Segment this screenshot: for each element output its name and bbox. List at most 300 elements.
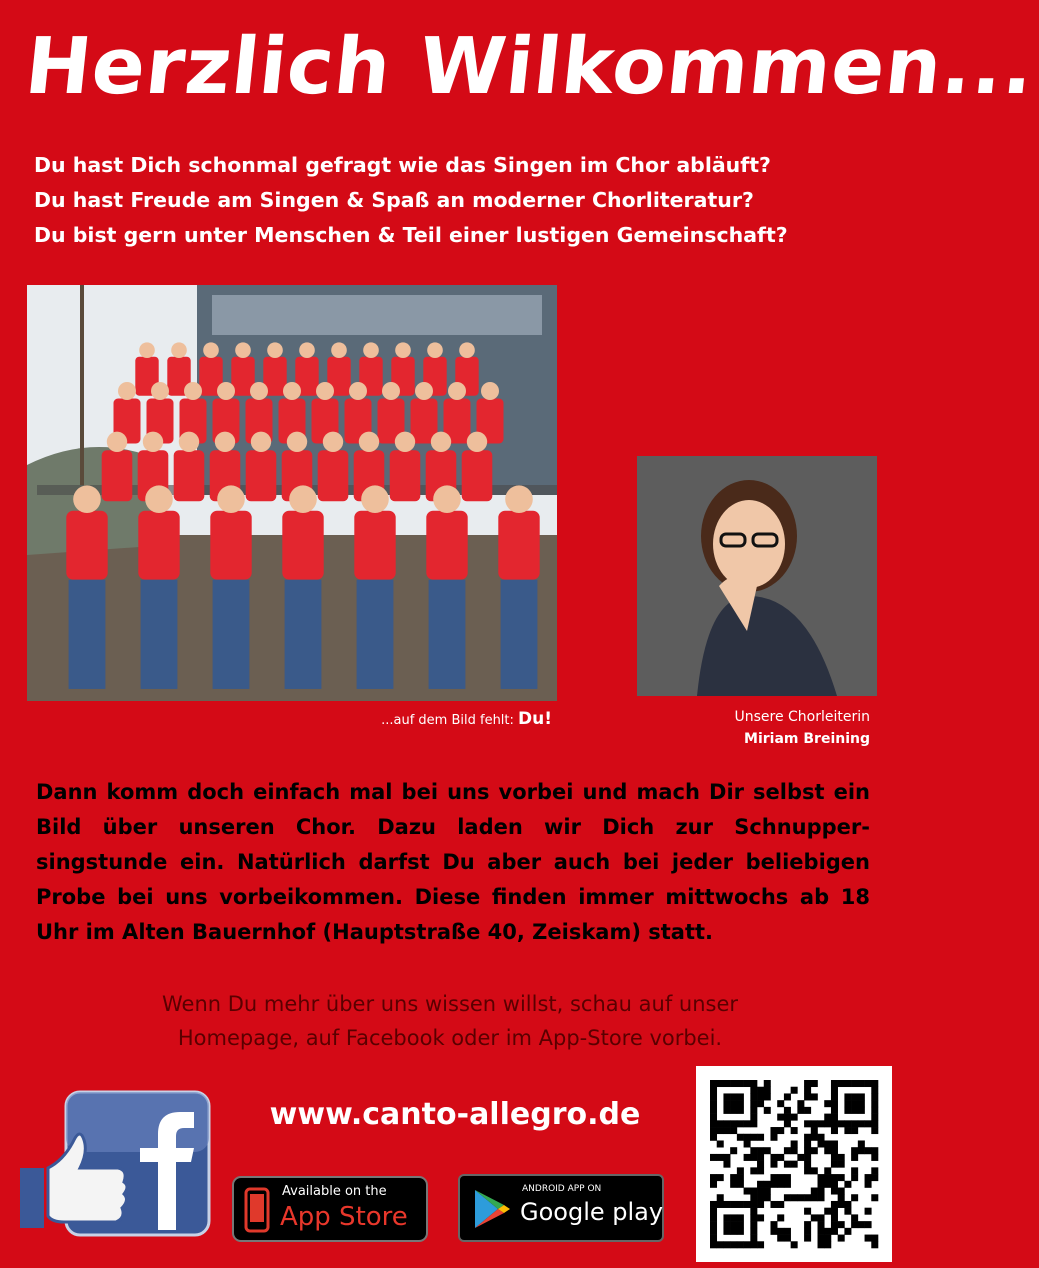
- qr-module: [710, 1221, 717, 1228]
- qr-module: [797, 1154, 804, 1161]
- choir-member-head: [145, 485, 173, 513]
- choir-group-photo: [27, 285, 557, 701]
- qr-module: [750, 1208, 757, 1215]
- choir-member-head: [505, 485, 533, 513]
- choir-member-shirt: [354, 511, 395, 580]
- qr-module: [784, 1235, 791, 1242]
- qr-module: [804, 1107, 811, 1114]
- qr-module: [744, 1140, 751, 1147]
- qr-module: [757, 1201, 764, 1208]
- qr-module: [717, 1194, 724, 1201]
- qr-module: [831, 1201, 838, 1208]
- qr-module: [858, 1100, 865, 1107]
- qr-module: [818, 1120, 825, 1127]
- qr-module: [770, 1201, 777, 1208]
- qr-module: [723, 1093, 730, 1100]
- qr-module: [730, 1127, 737, 1134]
- qr-module: [831, 1181, 838, 1188]
- qr-module: [824, 1235, 831, 1242]
- choir-member-shirt: [390, 450, 421, 501]
- qr-module: [811, 1214, 818, 1221]
- more-info-text: [60, 987, 840, 1055]
- qr-module: [824, 1167, 831, 1174]
- choir-member-head: [433, 485, 461, 513]
- facebook-like-icon[interactable]: [18, 1090, 213, 1240]
- qr-module: [791, 1241, 798, 1248]
- qr-module: [811, 1134, 818, 1141]
- photo-caption-text: ...auf dem Bild fehlt:: [381, 713, 519, 728]
- qr-module: [811, 1147, 818, 1154]
- choir-member-jeans: [141, 580, 178, 689]
- qr-module: [750, 1228, 757, 1235]
- qr-module: [797, 1100, 804, 1107]
- qr-module: [730, 1093, 737, 1100]
- qr-module: [824, 1140, 831, 1147]
- qr-module: [757, 1161, 764, 1168]
- qr-module: [730, 1147, 737, 1154]
- app-store-badge[interactable]: [232, 1176, 428, 1242]
- qr-module: [831, 1114, 838, 1121]
- qr-module: [871, 1241, 878, 1248]
- qr-module: [777, 1214, 784, 1221]
- google-play-badge[interactable]: [458, 1174, 664, 1242]
- qr-module: [777, 1228, 784, 1235]
- choir-member-head: [267, 342, 283, 358]
- qr-module: [710, 1154, 717, 1161]
- choir-member-head: [359, 432, 379, 452]
- qr-module: [723, 1100, 730, 1107]
- qr-module: [784, 1228, 791, 1235]
- qr-module: [865, 1208, 872, 1215]
- qr-module: [737, 1201, 744, 1208]
- qr-module: [871, 1235, 878, 1242]
- qr-module: [871, 1194, 878, 1201]
- qr-module: [757, 1154, 764, 1161]
- qr-module: [831, 1107, 838, 1114]
- qr-module: [831, 1147, 838, 1154]
- choir-member-head: [316, 382, 334, 400]
- choir-member-head: [431, 432, 451, 452]
- intro-questions: [34, 148, 788, 253]
- qr-module: [710, 1228, 717, 1235]
- choir-member-head: [323, 432, 343, 452]
- qr-module: [710, 1214, 717, 1221]
- qr-module: [804, 1154, 811, 1161]
- qr-module: [777, 1114, 784, 1121]
- qr-module: [811, 1127, 818, 1134]
- choir-member-jeans: [501, 580, 538, 689]
- qr-module: [723, 1107, 730, 1114]
- choir-member-head: [283, 382, 301, 400]
- qr-module: [824, 1174, 831, 1181]
- qr-module: [844, 1208, 851, 1215]
- qr-module: [777, 1100, 784, 1107]
- qr-module: [744, 1154, 751, 1161]
- qr-module: [757, 1214, 764, 1221]
- qr-module: [717, 1120, 724, 1127]
- qr-module: [710, 1174, 717, 1181]
- qr-module: [804, 1167, 811, 1174]
- qr-module: [831, 1154, 838, 1161]
- choir-member-head: [171, 342, 187, 358]
- qr-module: [831, 1208, 838, 1215]
- choir-member-shirt: [498, 511, 539, 580]
- leader-role: Unsere Chorleiterin: [734, 709, 870, 725]
- qr-module: [750, 1120, 757, 1127]
- qr-module: [804, 1087, 811, 1094]
- choir-member-shirt: [102, 450, 133, 501]
- qr-module: [804, 1120, 811, 1127]
- qr-module: [710, 1080, 717, 1087]
- qr-module: [757, 1194, 764, 1201]
- qr-module: [824, 1208, 831, 1215]
- qr-module: [791, 1127, 798, 1134]
- qr-module: [710, 1114, 717, 1121]
- qr-module: [871, 1154, 878, 1161]
- qr-module: [717, 1201, 724, 1208]
- choir-member-head: [459, 342, 475, 358]
- qr-module: [723, 1214, 730, 1221]
- choir-member-head: [299, 342, 315, 358]
- qr-module: [811, 1167, 818, 1174]
- photo-caption-emphasis: Du!: [518, 709, 552, 729]
- qr-module: [871, 1120, 878, 1127]
- qr-module: [770, 1161, 777, 1168]
- choir-member-head: [251, 432, 271, 452]
- qr-module: [804, 1194, 811, 1201]
- choir-member-head: [382, 382, 400, 400]
- google-play-big-label: Google play: [520, 1198, 664, 1226]
- qr-module: [811, 1188, 818, 1195]
- choir-member-head: [184, 382, 202, 400]
- choir-member-head: [250, 382, 268, 400]
- qr-module: [791, 1114, 798, 1121]
- qr-module: [737, 1100, 744, 1107]
- qr-module: [838, 1174, 845, 1181]
- qr-module: [851, 1221, 858, 1228]
- qr-module: [717, 1127, 724, 1134]
- choir-member-shirt: [282, 511, 323, 580]
- qr-module: [737, 1221, 744, 1228]
- choir-member-jeans: [69, 580, 106, 689]
- qr-module: [818, 1188, 825, 1195]
- qr-module: [757, 1100, 764, 1107]
- qr-module: [764, 1188, 771, 1195]
- qr-module: [784, 1120, 791, 1127]
- qr-module: [723, 1201, 730, 1208]
- qr-module: [744, 1120, 751, 1127]
- google-play-icon: [472, 1188, 512, 1230]
- qr-module: [730, 1100, 737, 1107]
- qr-module: [824, 1114, 831, 1121]
- choir-member-head: [415, 382, 433, 400]
- qr-module: [764, 1194, 771, 1201]
- qr-module: [797, 1194, 804, 1201]
- qr-module: [858, 1147, 865, 1154]
- qr-module: [750, 1241, 757, 1248]
- qr-module: [824, 1120, 831, 1127]
- qr-module: [838, 1080, 845, 1087]
- qr-module: [818, 1221, 825, 1228]
- qr-module: [757, 1147, 764, 1154]
- qr-module: [831, 1100, 838, 1107]
- choir-member-head: [235, 342, 251, 358]
- qr-module: [730, 1181, 737, 1188]
- choir-member-head: [203, 342, 219, 358]
- qr-module: [730, 1107, 737, 1114]
- qr-module: [831, 1228, 838, 1235]
- qr-module: [858, 1140, 865, 1147]
- qr-module: [797, 1107, 804, 1114]
- website-url[interactable]: www.canto-allegro.de: [269, 1097, 641, 1132]
- choir-member-jeans: [357, 580, 394, 689]
- qr-module: [750, 1201, 757, 1208]
- choir-member-shirt: [462, 450, 493, 501]
- qr-module: [770, 1228, 777, 1235]
- qr-module: [750, 1107, 757, 1114]
- qr-module: [818, 1174, 825, 1181]
- qr-module: [871, 1093, 878, 1100]
- choir-member-head: [73, 485, 101, 513]
- qr-module: [757, 1241, 764, 1248]
- qr-module: [750, 1235, 757, 1242]
- qr-module: [851, 1120, 858, 1127]
- qr-module: [831, 1188, 838, 1195]
- qr-module: [757, 1134, 764, 1141]
- qr-module: [844, 1120, 851, 1127]
- choir-member-head: [289, 485, 317, 513]
- choir-member-head: [448, 382, 466, 400]
- qr-module: [804, 1228, 811, 1235]
- qr-module: [871, 1147, 878, 1154]
- qr-module: [710, 1134, 717, 1141]
- choir-leader-photo: [637, 456, 877, 696]
- qr-module: [831, 1214, 838, 1221]
- choir-member-head: [118, 382, 136, 400]
- qr-module: [730, 1174, 737, 1181]
- qr-module: [851, 1080, 858, 1087]
- qr-module: [777, 1201, 784, 1208]
- qr-module: [818, 1134, 825, 1141]
- qr-module: [865, 1120, 872, 1127]
- qr-module: [838, 1154, 845, 1161]
- qr-module: [710, 1120, 717, 1127]
- qr-module: [804, 1093, 811, 1100]
- page-title: Herzlich Wilkommen...: [21, 22, 1039, 112]
- qr-module: [865, 1235, 872, 1242]
- choir-member-shirt: [210, 511, 251, 580]
- qr-module: [737, 1120, 744, 1127]
- qr-module: [737, 1181, 744, 1188]
- qr-module: [858, 1120, 865, 1127]
- qr-module: [737, 1167, 744, 1174]
- qr-module: [737, 1228, 744, 1235]
- qr-module: [831, 1161, 838, 1168]
- qr-module: [858, 1093, 865, 1100]
- qr-module: [710, 1127, 717, 1134]
- qr-module: [838, 1221, 845, 1228]
- qr-module: [824, 1241, 831, 1248]
- qr-module: [730, 1228, 737, 1235]
- qr-module: [723, 1161, 730, 1168]
- qr-code[interactable]: [696, 1066, 892, 1262]
- qr-module: [723, 1120, 730, 1127]
- qr-module: [844, 1127, 851, 1134]
- qr-module: [844, 1080, 851, 1087]
- qr-module: [710, 1100, 717, 1107]
- choir-member-head: [143, 432, 163, 452]
- qr-module: [851, 1127, 858, 1134]
- qr-module: [710, 1235, 717, 1242]
- qr-module: [871, 1107, 878, 1114]
- qr-module: [730, 1120, 737, 1127]
- qr-module: [730, 1080, 737, 1087]
- qr-module: [865, 1174, 872, 1181]
- qr-module: [744, 1080, 751, 1087]
- qr-module: [723, 1127, 730, 1134]
- choir-member-jeans: [429, 580, 466, 689]
- qr-module: [730, 1221, 737, 1228]
- app-store-small-label: Available on the: [282, 1184, 387, 1199]
- qr-module: [811, 1093, 818, 1100]
- qr-module: [791, 1140, 798, 1147]
- qr-module: [838, 1161, 845, 1168]
- choir-member-shirt: [174, 450, 205, 501]
- qr-module: [804, 1080, 811, 1087]
- qr-module: [824, 1181, 831, 1188]
- qr-module: [777, 1154, 784, 1161]
- more-info-line: Wenn Du mehr über uns wissen willst, schau auf unser: [161, 992, 738, 1016]
- qr-module: [737, 1214, 744, 1221]
- qr-module: [750, 1147, 757, 1154]
- qr-module: [818, 1228, 825, 1235]
- qr-module: [737, 1174, 744, 1181]
- qr-module: [730, 1201, 737, 1208]
- choir-member-shirt: [318, 450, 349, 501]
- choir-member-jeans: [213, 580, 250, 689]
- qr-module: [838, 1235, 845, 1242]
- qr-module: [770, 1174, 777, 1181]
- app-store-big-label: App Store: [280, 1202, 408, 1232]
- qr-module: [871, 1114, 878, 1121]
- qr-module: [777, 1235, 784, 1242]
- qr-module: [858, 1221, 865, 1228]
- qr-module: [750, 1214, 757, 1221]
- qr-module: [831, 1087, 838, 1094]
- qr-module: [811, 1080, 818, 1087]
- qr-module: [851, 1194, 858, 1201]
- qr-module: [730, 1214, 737, 1221]
- qr-module: [818, 1140, 825, 1147]
- invitation-text: Dann komm doch einfach mal bei uns vorbei und mach Dir selbst ein Bild über unseren Chor. Dazu laden wir Dich zur Schnupper-singstunde ein. Natürlich darfst Du aber auch bei jeder beliebigen Probe bei uns vorbeikommen. Diese finden immer mittwochs ab 18 Uhr im Alten Bauernhof (Hauptstraße 40, Zeiskam) statt.: [36, 780, 870, 944]
- qr-module: [818, 1181, 825, 1188]
- qr-module: [730, 1241, 737, 1248]
- choir-member-head: [139, 342, 155, 358]
- choir-member-shirt: [246, 450, 277, 501]
- qr-module: [804, 1221, 811, 1228]
- choir-member-head: [361, 485, 389, 513]
- qr-module: [871, 1167, 878, 1174]
- qr-module: [851, 1174, 858, 1181]
- qr-module: [804, 1208, 811, 1215]
- qr-module: [844, 1100, 851, 1107]
- intro-line: Du hast Freude am Singen & Spaß an moderner Chorliteratur?: [34, 188, 754, 212]
- choir-member-head: [217, 382, 235, 400]
- qr-module: [791, 1087, 798, 1094]
- choir-member-jeans: [285, 580, 322, 689]
- qr-module: [865, 1147, 872, 1154]
- choir-member-head: [331, 342, 347, 358]
- choir-member-head: [467, 432, 487, 452]
- choir-member-head: [395, 342, 411, 358]
- qr-module: [757, 1087, 764, 1094]
- qr-module: [818, 1241, 825, 1248]
- qr-module: [710, 1107, 717, 1114]
- choir-member-shirt: [66, 511, 107, 580]
- qr-module: [818, 1194, 825, 1201]
- qr-module: [764, 1181, 771, 1188]
- qr-module: [723, 1221, 730, 1228]
- qr-module: [717, 1140, 724, 1147]
- qr-module: [838, 1194, 845, 1201]
- qr-module: [871, 1127, 878, 1134]
- qr-module: [737, 1241, 744, 1248]
- qr-module: [804, 1134, 811, 1141]
- choir-member-head: [151, 382, 169, 400]
- qr-module: [851, 1147, 858, 1154]
- choir-member-head: [427, 342, 443, 358]
- qr-module: [871, 1080, 878, 1087]
- qr-module: [831, 1120, 838, 1127]
- qr-module: [831, 1140, 838, 1147]
- qr-module: [723, 1241, 730, 1248]
- qr-module: [871, 1174, 878, 1181]
- qr-module: [744, 1241, 751, 1248]
- qr-module: [811, 1194, 818, 1201]
- qr-module: [757, 1188, 764, 1195]
- qr-module: [710, 1241, 717, 1248]
- qr-module: [717, 1080, 724, 1087]
- qr-module: [804, 1161, 811, 1168]
- qr-module: [710, 1181, 717, 1188]
- qr-module: [831, 1080, 838, 1087]
- qr-module: [851, 1100, 858, 1107]
- photo-caption: [300, 709, 552, 729]
- qr-module: [804, 1147, 811, 1154]
- qr-module: [791, 1161, 798, 1168]
- qr-module: [871, 1087, 878, 1094]
- qr-module: [838, 1188, 845, 1195]
- choir-member-head: [363, 342, 379, 358]
- qr-module: [770, 1127, 777, 1134]
- intro-line: Du hast Dich schonmal gefragt wie das Singen im Chor abläuft?: [34, 153, 771, 177]
- more-info-line: Homepage, auf Facebook oder im App-Store vorbei.: [177, 1026, 723, 1050]
- qr-module: [838, 1120, 845, 1127]
- qr-module: [784, 1114, 791, 1121]
- qr-module: [764, 1107, 771, 1114]
- qr-module: [744, 1134, 751, 1141]
- qr-module: [777, 1174, 784, 1181]
- choir-member-head: [395, 432, 415, 452]
- qr-module: [791, 1147, 798, 1154]
- qr-module: [750, 1114, 757, 1121]
- qr-module: [750, 1100, 757, 1107]
- qr-module: [757, 1181, 764, 1188]
- qr-module: [818, 1214, 825, 1221]
- choir-member-head: [215, 432, 235, 452]
- qr-module: [750, 1154, 757, 1161]
- qr-module: [865, 1181, 872, 1188]
